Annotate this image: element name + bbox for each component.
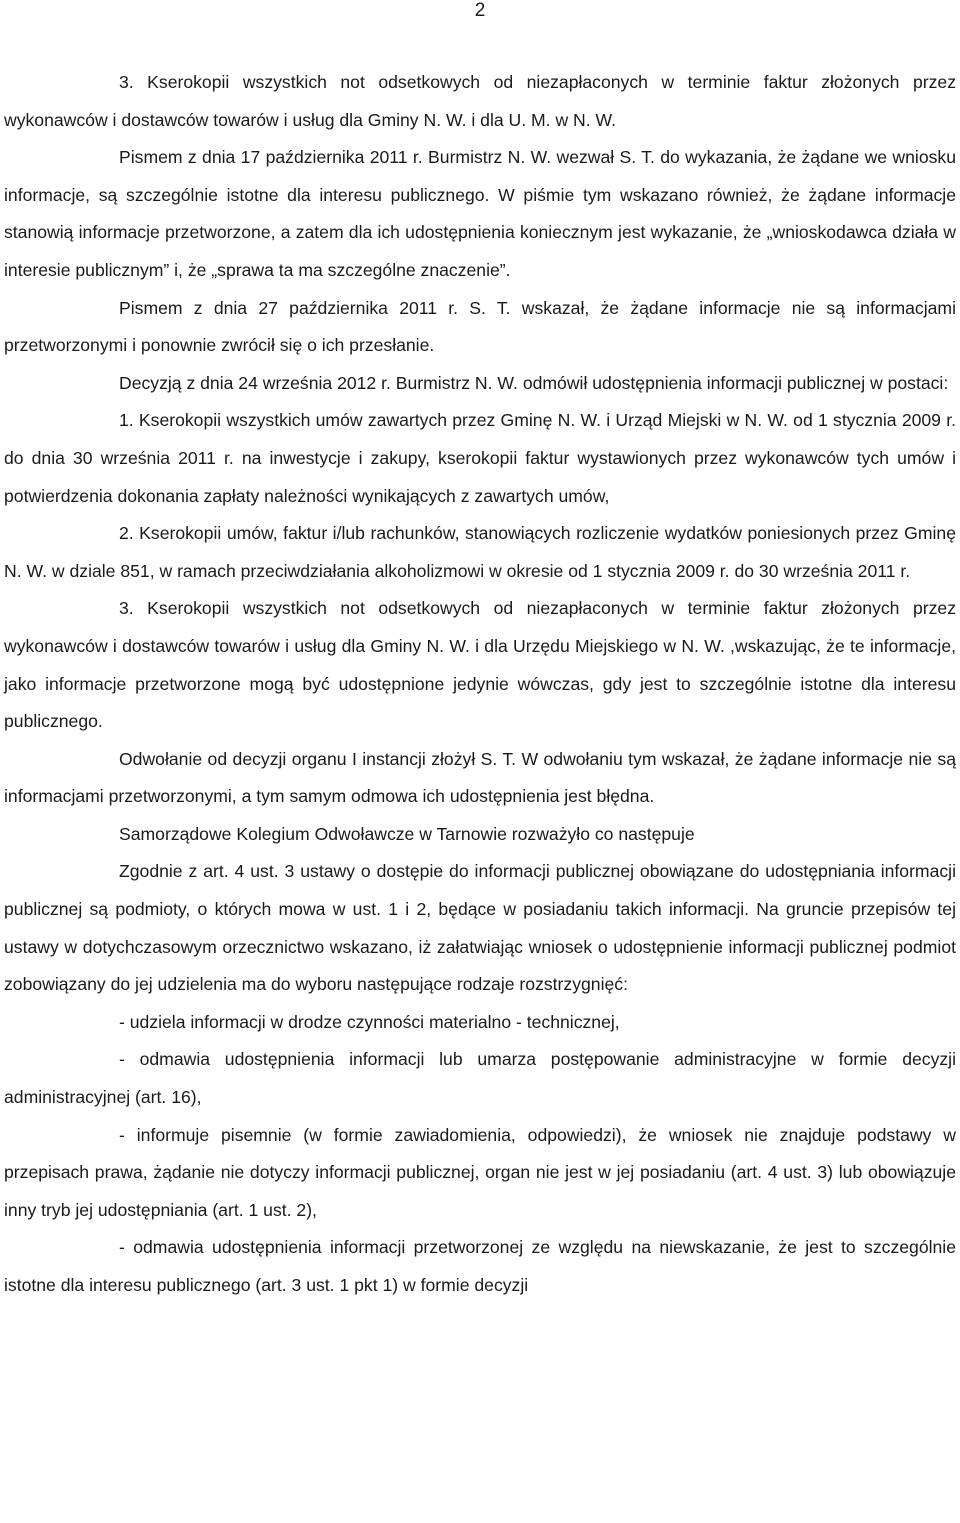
list-item-3-interest-notes: 3. Kserokopii wszystkich not odsetkowych od niezapłaconych w terminie faktur złożonych przez wykonawców i dostawców towarów i usług dla Gminy N. W. i dla Urzędu Miejskiego w N. W. ,wskazując, że te informacje, jako informacje przetworzone mogą być udostępnione jedynie wówczas, gdy jest to szczególnie istotne dla interesu publicznego. <box>4 598 956 732</box>
paragraph-board-considered: Samorządowe Kolegium Odwoławcze w Tarnowie rozważyło co następuje <box>119 823 695 844</box>
paragraph-letter-27-october: Pismem z dnia 27 października 2011 r. S. T. wskazał, że żądane informacje nie są informacjami przetworzonymi i ponownie zwrócił się o ich przesłanie. <box>4 297 956 356</box>
paragraph-decision-24-september: Decyzją z dnia 24 września 2012 r. Burmistrz N. W. odmówił udostępnienia informacji publicznej w postaci: <box>119 372 949 393</box>
list-item-1-contracts: 1. Kserokopii wszystkich umów zawartych przez Gminę N. W. i Urząd Miejski w N. W. od 1 stycznia 2009 r. do dnia 30 września 2011 r. na inwestycje i zakupy, kserokopii faktur wystawionych przez wykonawców tych umów i potwierdzenia dokonania zapłaty należności wynikających z zawartych umów, <box>4 410 956 506</box>
document-body <box>4 64 956 1305</box>
list-item-refuses-or-discontinues: - odmawia udostępnienia informacji lub umarza postępowanie administracyjne w formie decyzji administracyjnej (art. 16), <box>4 1049 956 1108</box>
list-item-2-invoices: 2. Kserokopii umów, faktur i/lub rachunków, stanowiących rozliczenie wydatków poniesionych przez Gminę N. W. w dziale 851, w ramach przeciwdziałania alkoholizmowi w okresie od 1 stycznia 2009 r. do 30 września 2011 r. <box>4 523 956 581</box>
paragraph-legal-basis: Zgodnie z art. 4 ust. 3 ustawy o dostępie do informacji publicznej obowiązane do udostępniania informacji publicznej są podmioty, o których mowa w ust. 1 i 2, będące w posiadaniu takich informacji. Na gruncie przepisów tej ustawy w dotychczasowym orzecznictwo wskazano, iż załatwiając wniosek o udostępnienie informacji publicznej podmiot zobowiązany do jej udzielenia ma do wyboru następujące rodzaje rozstrzygnięć: <box>4 861 956 995</box>
paragraph-item-3-notes: 3. Kserokopii wszystkich not odsetkowych od niezapłaconych w terminie faktur złożonych przez wykonawców i dostawców towarów i usług dla Gminy N. W. i dla U. M. w N. W. <box>4 72 956 130</box>
page-number: 2 <box>474 0 486 21</box>
list-item-provides-information: - udziela informacji w drodze czynności materialno - technicznej, <box>119 1011 620 1032</box>
list-item-refuses-processed-information: - odmawia udostępnienia informacji przetworzonej ze względu na niewskazanie, że jest to szczególnie istotne dla interesu publicznego (art. 3 ust. 1 pkt 1) w formie decyzji <box>4 1237 956 1295</box>
paragraph-letter-17-october: Pismem z dnia 17 października 2011 r. Burmistrz N. W. wezwał S. T. do wykazania, że żądane we wniosku informacje, są szczególnie istotne dla interesu publicznego. W piśmie tym wskazano również, że żądane informacje stanowią informacje przetworzone, a zatem dla ich udostępnienia koniecznym jest wykazanie, że „wnioskodawca działa w interesie publicznym” i, że „sprawa ta ma szczególne znaczenie”. <box>4 147 956 280</box>
paragraph-appeal: Odwołanie od decyzji organu I instancji złożył S. T. W odwołaniu tym wskazał, że żądane informacje nie są informacjami przetworzonymi, a tym samym odmowa ich udostępnienia jest błędna. <box>4 748 956 807</box>
list-item-informs-in-writing: - informuje pisemnie (w formie zawiadomienia, odpowiedzi), że wniosek nie znajduje podstawy w przepisach prawa, żądanie nie dotyczy informacji publicznej, organ nie jest w jej posiadaniu (art. 4 ust. 3) lub obowiązuje inny tryb jej udostępniania (art. 1 ust. 2), <box>4 1124 956 1220</box>
